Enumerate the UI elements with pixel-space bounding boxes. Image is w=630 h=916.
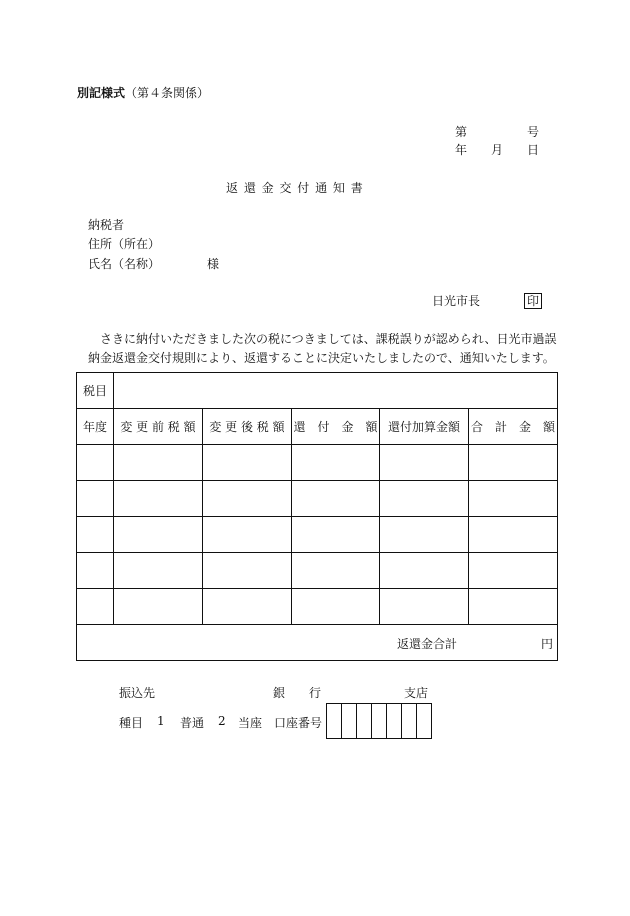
- form-label: [77, 84, 209, 101]
- header-tax-before: 変 更 前 税 額: [114, 409, 203, 445]
- taxpayer-heading: 納税者: [88, 218, 125, 232]
- date-year: 年: [455, 143, 468, 157]
- account-number-boxes: [326, 703, 432, 739]
- header-total-amount: 合 計 金 額: [469, 409, 558, 445]
- tax-item-row: [77, 373, 558, 409]
- total-unit: 円: [541, 637, 554, 651]
- digit-box: [357, 704, 372, 738]
- seal-text: 印: [524, 293, 542, 309]
- digit-box: [342, 704, 357, 738]
- date-day: 日: [527, 143, 540, 157]
- digit-box: [417, 704, 431, 738]
- table-row: [77, 553, 558, 589]
- account-type-label: 種目: [119, 716, 144, 730]
- header-refund-amount: 還 付 金 額: [292, 409, 380, 445]
- taxpayer-name-label: 氏名（名称）: [88, 257, 161, 271]
- option2-label: 当座: [238, 716, 263, 730]
- total-row: [77, 625, 558, 661]
- transfer-label: 振込先: [119, 686, 156, 700]
- document-title: 返 還 金 交 付 通 知 書: [226, 181, 364, 195]
- refund-table: [76, 372, 558, 661]
- taxpayer-honorific: 様: [207, 257, 220, 271]
- taxpayer-address-label: 住所（所在）: [88, 237, 161, 251]
- option1-number: 1: [157, 714, 165, 728]
- tax-item-label: 税目: [77, 373, 114, 409]
- doc-number-go: 号: [527, 125, 540, 139]
- body-line-1: さきに納付いただきました次の税につきましては、課税誤りが認められ、日光市過誤: [100, 332, 557, 346]
- body-line-2: 納金返還金交付規則により、返還することに決定いたしましたので、通知いたします。: [88, 351, 555, 365]
- table-row: [77, 589, 558, 625]
- total-label: 返還金合計: [397, 637, 458, 651]
- option1-label: 普通: [180, 716, 205, 730]
- account-number-label: 口座番号: [274, 716, 323, 730]
- header-fiscal-year: 年度: [77, 409, 114, 445]
- doc-number-dai: 第: [455, 125, 468, 139]
- digit-box: [372, 704, 387, 738]
- bank-label: 銀 行: [273, 686, 322, 700]
- tax-item-value: [114, 373, 558, 409]
- table-row: [77, 481, 558, 517]
- seal-mark: [524, 292, 542, 309]
- digit-box: [402, 704, 417, 738]
- option2-number: 2: [218, 714, 226, 728]
- form-label-main: 別記様式: [77, 86, 126, 100]
- header-row: [77, 409, 558, 445]
- form-label-sub: （第４条関係）: [125, 86, 210, 100]
- date-month: 月: [491, 143, 504, 157]
- issuer-name: 日光市長: [432, 294, 481, 308]
- digit-box: [387, 704, 402, 738]
- digit-box: [327, 704, 342, 738]
- table-row: [77, 445, 558, 481]
- table-row: [77, 517, 558, 553]
- header-tax-after: 変 更 後 税 額: [203, 409, 292, 445]
- branch-label: 支店: [404, 686, 429, 700]
- header-additional-amount: 還付加算金額: [380, 409, 469, 445]
- total-cell: [77, 625, 558, 661]
